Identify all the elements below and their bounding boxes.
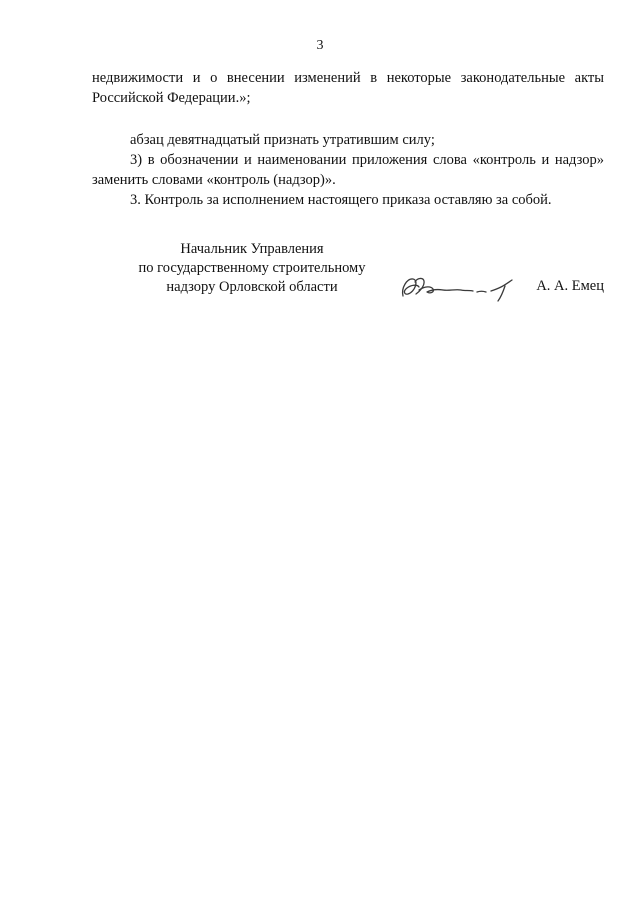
signatory-title-line: Начальник Управления [180,241,324,257]
handwritten-signature-icon [397,270,517,306]
document-body [92,68,604,210]
signatory-title [122,240,382,297]
paragraph-spacer [92,108,604,130]
page-number: 3 [316,38,324,53]
paragraph-item-3: 3) в обозначении и наименовании приложения слова «контроль и надзор» заменить словами «контроль (надзор)». [92,152,604,188]
paragraph-abzac: абзац девятнадцатый признать утратившим силу; [130,132,435,148]
signatory-title-line: надзору Орловской области [166,279,338,295]
signatory-name: А. А. Емец [536,278,604,294]
paragraph-control-clause: 3. Контроль за исполнением настоящего приказа оставляю за собой. [130,192,552,208]
signature-block [92,240,604,310]
paragraph-continuation: недвижимости и о внесении изменений в некоторые законодательные акты Российской Федерации.»; [92,70,604,106]
signatory-title-line: по государственному строительному [138,260,366,276]
